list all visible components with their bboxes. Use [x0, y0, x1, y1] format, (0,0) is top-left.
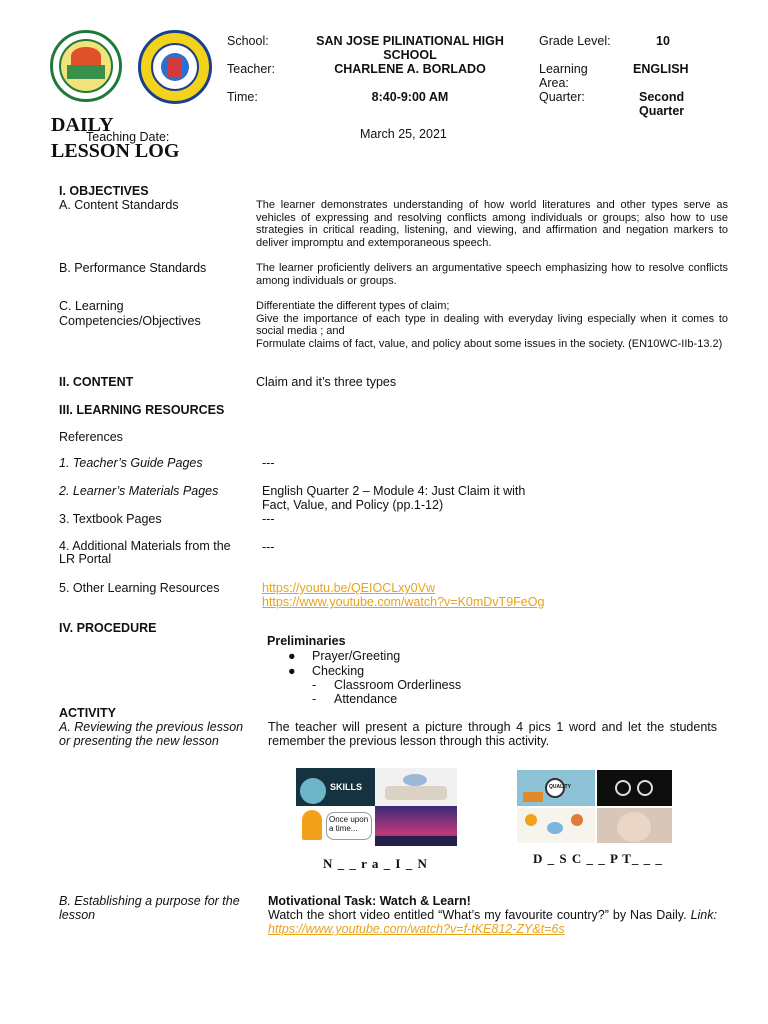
learning-area-value: ENGLISH	[633, 62, 689, 76]
review-text: The teacher will present a picture through 4 pics 1 word and let the students remember the previous lesson through this activity.	[268, 720, 717, 748]
title-daily: DAILY	[51, 114, 114, 136]
teacher-label: Teacher:	[227, 62, 275, 76]
puzzle-2-answer: D _ S C _ _ P T_ _ _	[533, 851, 663, 866]
grade-value: 10	[656, 34, 670, 48]
eyes-picture	[597, 770, 672, 806]
resource-link-1[interactable]: https://youtu.be/QEIOCLxy0Vw	[262, 581, 435, 595]
open-book-picture	[375, 768, 457, 806]
quarter-value: Second Quarter	[639, 90, 685, 118]
city-night-picture	[375, 806, 457, 846]
dash-marker: -	[312, 692, 317, 706]
content-standards-text: The learner demonstrates understanding of how world literatures and other types serve as vehicles of expressing and resolving conflicts among individuals or groups; also how to use strategies in critical reading, listening, and viewing, and affirmation and negation markers to deliver impromptu and extemporaneous speech.	[256, 199, 728, 249]
teachers-guide-value: ---	[262, 456, 275, 470]
learning-area-label: Learning Area:	[539, 62, 588, 90]
teaching-date-value: March 25, 2021	[360, 127, 447, 141]
motivational-text: Watch the short video entitled “What’s my favourite country?” by Nas Daily. Link: https://www.youtube.com/watch?v=f-tKE812-ZY&t=6s	[268, 908, 717, 936]
teacher-value: CHARLENE A. BORLADO	[334, 62, 486, 76]
motivational-title: Motivational Task: Watch & Learn!	[268, 894, 471, 908]
content-value: Claim and it’s three types	[256, 375, 397, 389]
quarter-label: Quarter:	[539, 90, 585, 104]
review-label: A. Reviewing the previous lesson or presenting the new lesson	[59, 720, 244, 748]
learners-materials-label: 2. Learner’s Materials Pages	[59, 484, 219, 498]
objectives-heading: I. OBJECTIVES	[59, 184, 149, 198]
motivational-video-link[interactable]: https://www.youtube.com/watch?v=f-tKE812-ZY&t=6s	[268, 922, 565, 936]
textbook-value: ---	[262, 512, 275, 526]
resources-heading: III. LEARNING RESOURCES	[59, 403, 225, 417]
performance-standards-label: B. Performance Standards	[59, 261, 207, 275]
competency-3: Formulate claims of fact, value, and policy about some issues in the society. (EN10WC-IIb-13.2)	[256, 337, 723, 350]
skills-picture: SKILLS	[296, 768, 375, 806]
learners-materials-value: English Quarter 2 – Module 4: Just Claim it with Fact, Value, and Policy (pp.1-12)	[262, 484, 526, 512]
senses-picture	[517, 808, 595, 843]
competency-1: Differentiate the different types of claim;	[256, 300, 450, 312]
other-resources-links	[262, 581, 544, 609]
content-heading: II. CONTENT	[59, 375, 134, 389]
activity-heading: ACTIVITY	[59, 706, 116, 720]
quality-picture: QUALITY	[517, 770, 595, 806]
performance-standards-text: The learner proficiently delivers an argumentative speech emphasizing how to resolve conflicts among individuals or groups.	[256, 262, 728, 287]
bullet-dot: ●	[288, 649, 296, 663]
deped-seal-logo	[50, 30, 122, 102]
title-lesson-log: LESSON LOG	[51, 140, 180, 162]
storyteller-picture: Once upon a time...	[296, 806, 375, 846]
competencies-text	[256, 300, 728, 350]
school-label: School:	[227, 34, 269, 48]
resource-link-2[interactable]: https://www.youtube.com/watch?v=K0mDvT9FeOg	[262, 595, 545, 609]
lr-portal-value: ---	[262, 540, 275, 554]
school-seal-logo	[138, 30, 212, 104]
bullet-dot: ●	[288, 664, 296, 678]
teaching-date-label: Teaching Date:	[86, 130, 170, 144]
competencies-label: C. Learning Competencies/Objectives	[59, 299, 201, 328]
other-resources-label: 5. Other Learning Resources	[59, 581, 220, 595]
face-picture	[597, 808, 672, 843]
content-standards-label: A. Content Standards	[59, 198, 179, 212]
procedure-heading: IV. PROCEDURE	[59, 621, 157, 635]
teachers-guide-label: 1. Teacher’s Guide Pages	[59, 456, 203, 470]
time-label: Time:	[227, 90, 258, 104]
dash-marker: -	[312, 678, 317, 692]
purpose-label: B. Establishing a purpose for the lesson	[59, 894, 240, 922]
references-label: References	[59, 430, 123, 444]
time-value: 8:40-9:00 AM	[371, 90, 449, 104]
grade-label: Grade Level:	[539, 34, 611, 48]
competency-2: Give the importance of each type in dealing with everyday living especially when it comes to social media ; and	[256, 312, 728, 337]
textbook-label: 3. Textbook Pages	[59, 512, 162, 526]
puzzle-1-answer: N _ _ r a _ I _ N	[323, 856, 428, 871]
preliminaries-heading: Preliminaries	[267, 634, 346, 648]
school-value: SAN JOSE PILINATIONAL HIGH SCHOOL	[316, 34, 504, 62]
lr-portal-label: 4. Additional Materials from the LR Portal	[59, 539, 231, 566]
link-label: Link	[690, 908, 714, 922]
